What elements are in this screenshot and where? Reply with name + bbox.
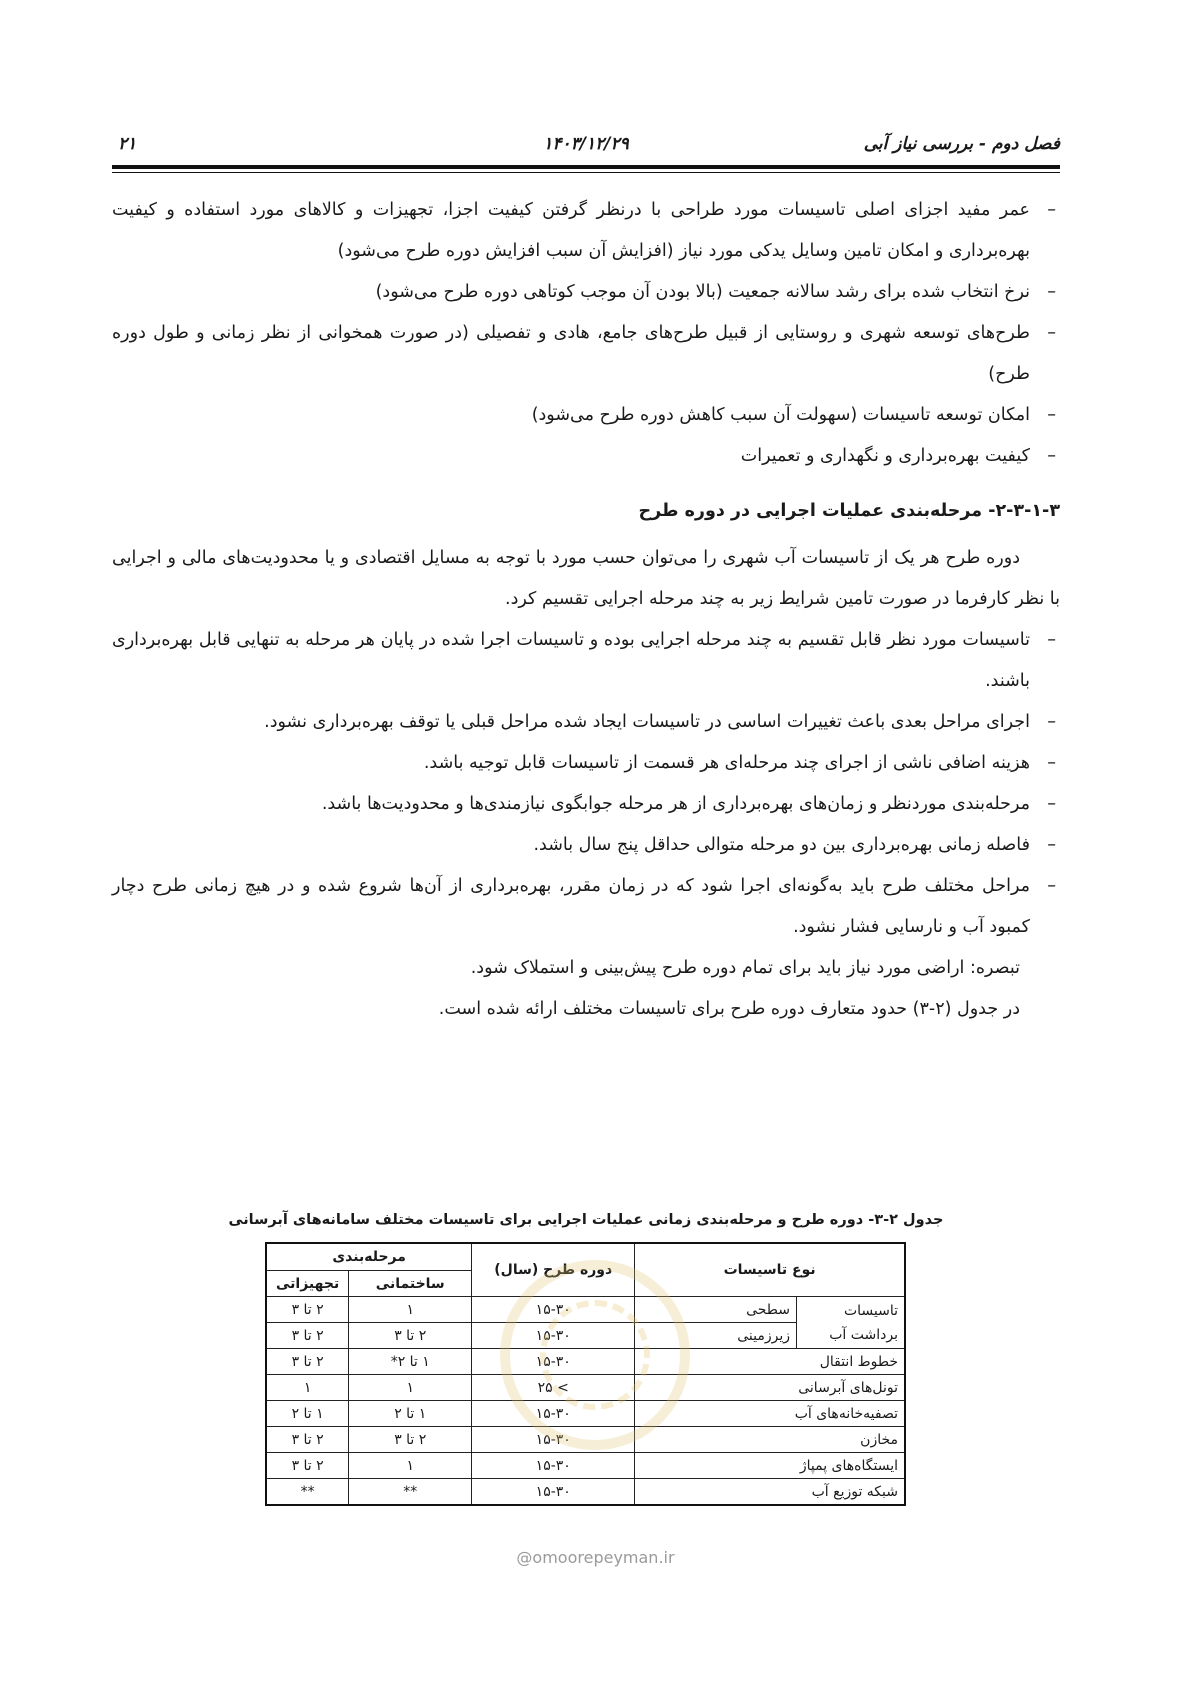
header-phasing: مرحله‌بندی xyxy=(266,1243,472,1271)
dash-bullet: – xyxy=(1047,630,1056,650)
header-equipment: تجهیزاتی xyxy=(266,1271,349,1297)
page-body xyxy=(112,190,1060,1030)
design-period-table xyxy=(265,1242,906,1506)
table-row: تاسیسات برداشت آب سطحی ۱۵-۳۰ ۱ ۲ تا ۳ xyxy=(266,1297,905,1323)
dash-bullet: – xyxy=(1047,753,1056,773)
table-row: شبکه توزیع آب ۱۵-۳۰ ** ** xyxy=(266,1479,905,1506)
list-item: – هزینه اضافی ناشی از اجرای چند مرحله‌ای هر قسمت از تاسیسات قابل توجیه باشد. xyxy=(112,743,1060,784)
condition-list xyxy=(112,620,1060,948)
table-row: تصفیه‌خانه‌های آب ۱۵-۳۰ ۱ تا ۲ ۱ تا ۲ xyxy=(266,1401,905,1427)
table-row: مخازن ۱۵-۳۰ ۲ تا ۳ ۲ تا ۳ xyxy=(266,1427,905,1453)
list-item: – عمر مفید اجزای اصلی تاسیسات مورد طراحی با درنظر گرفتن کیفیت اجزا، تجهیزات و کالاهای مورد استفاده و کیفیت بهره‌برداری و امکان تامین وسایل یدکی مورد نیاز (افزایش آن سبب افزایش دوره طرح می‌شود) xyxy=(112,190,1060,272)
list-item: – کیفیت بهره‌برداری و نگهداری و تعمیرات xyxy=(112,436,1060,477)
section-intro: دوره طرح هر یک از تاسیسات آب شهری را می‌توان حسب مورد با توجه به مسایل اقتصادی و یا محدودیت‌های مالی و اجرایی با نظر کارفرما در صورت تامین شرایط زیر به چند مرحله اجرایی تقسیم کرد. xyxy=(112,548,1060,609)
dash-bullet: – xyxy=(1047,446,1056,466)
dash-bullet: – xyxy=(1047,200,1056,220)
watermark-site: @omoorepeyman.ir xyxy=(516,1548,675,1567)
list-item: – نرخ انتخاب شده برای رشد سالانه جمعیت (بالا بودن آن موجب کوتاهی دوره طرح می‌شود) xyxy=(112,272,1060,313)
chapter-title: فصل دوم - بررسی نیاز آبی xyxy=(863,134,1060,154)
table-row: خطوط انتقال ۱۵-۳۰ ۱ تا ۲* ۲ تا ۳ xyxy=(266,1349,905,1375)
table-reference: در جدول (۲-۳) حدود متعارف دوره طرح برای تاسیسات مختلف ارائه شده است. xyxy=(438,999,1020,1019)
dash-bullet: – xyxy=(1047,323,1056,343)
page-number: ۲۱ xyxy=(118,134,137,154)
table-caption: جدول ۲-۳- دوره طرح و مرحله‌بندی زمانی عملیات اجرایی برای تاسیسات مختلف سامانه‌های آبرسانی xyxy=(228,1212,944,1228)
dash-bullet: – xyxy=(1047,876,1056,896)
list-item: – مراحل مختلف طرح باید به‌گونه‌ای اجرا شود که در زمان مقرر، بهره‌برداری از آن‌ها شروع شده و در هیچ زمانی طرح دچار کمبود آب و نارسایی فشار نشود. xyxy=(112,866,1060,948)
list-item: – فاصله زمانی بهره‌برداری بین دو مرحله متوالی حداقل پنج سال باشد. xyxy=(112,825,1060,866)
note-paragraph: تبصره: اراضی مورد نیاز باید برای تمام دوره طرح پیش‌بینی و استملاک شود. xyxy=(470,958,1020,978)
dash-bullet: – xyxy=(1047,835,1056,855)
dash-bullet: – xyxy=(1047,405,1056,425)
at-icon: @ xyxy=(516,1548,533,1567)
table-row: ایستگاه‌های پمپاژ ۱۵-۳۰ ۱ ۲ تا ۳ xyxy=(266,1453,905,1479)
list-item: – امکان توسعه تاسیسات (سهولت آن سبب کاهش دوره طرح می‌شود) xyxy=(112,395,1060,436)
section-heading: ۲-۳-۱-۳- مرحله‌بندی عملیات اجرایی در دوره طرح xyxy=(638,501,1060,521)
table-row: تونل‌های آبرسانی > ۲۵ ۱ ۱ xyxy=(266,1375,905,1401)
header-rule-thin xyxy=(112,172,1060,173)
list-item: – طرح‌های توسعه شهری و روستایی از قبیل طرح‌های جامع، هادی و تفصیلی (در صورت همخوانی از نظر زمانی و طول دوره طرح) xyxy=(112,313,1060,395)
dash-bullet: – xyxy=(1047,282,1056,302)
header-construction: ساختمانی xyxy=(349,1271,472,1297)
list-item: – اجرای مراحل بعدی باعث تغییرات اساسی در تاسیسات ایجاد شده مراحل قبلی یا توقف بهره‌برداری نشود. xyxy=(112,702,1060,743)
header-period: دوره طرح (سال) xyxy=(472,1243,635,1297)
header-facility: نوع تاسیسات xyxy=(635,1243,905,1297)
header-rule-thick xyxy=(112,165,1060,169)
list-item: – تاسیسات مورد نظر قابل تقسیم به چند مرحله اجرایی بوده و تاسیسات اجرا شده در پایان هر مرحله به تنهایی قابل بهره‌برداری باشند. xyxy=(112,620,1060,702)
dash-bullet: – xyxy=(1047,712,1056,732)
dash-bullet: – xyxy=(1047,794,1056,814)
factor-list xyxy=(112,190,1060,477)
header-date: ۱۴۰۳/۱۲/۲۹ xyxy=(543,134,629,154)
group-label: تاسیسات برداشت آب xyxy=(797,1297,906,1349)
table-row: زیرزمینی ۱۵-۳۰ ۲ تا ۳ ۲ تا ۳ xyxy=(266,1323,905,1349)
list-item: – مرحله‌بندی موردنظر و زمان‌های بهره‌برداری از هر مرحله جوابگوی نیازمندی‌ها و محدودیت‌ها باشد. xyxy=(112,784,1060,825)
page-header xyxy=(112,128,1060,158)
